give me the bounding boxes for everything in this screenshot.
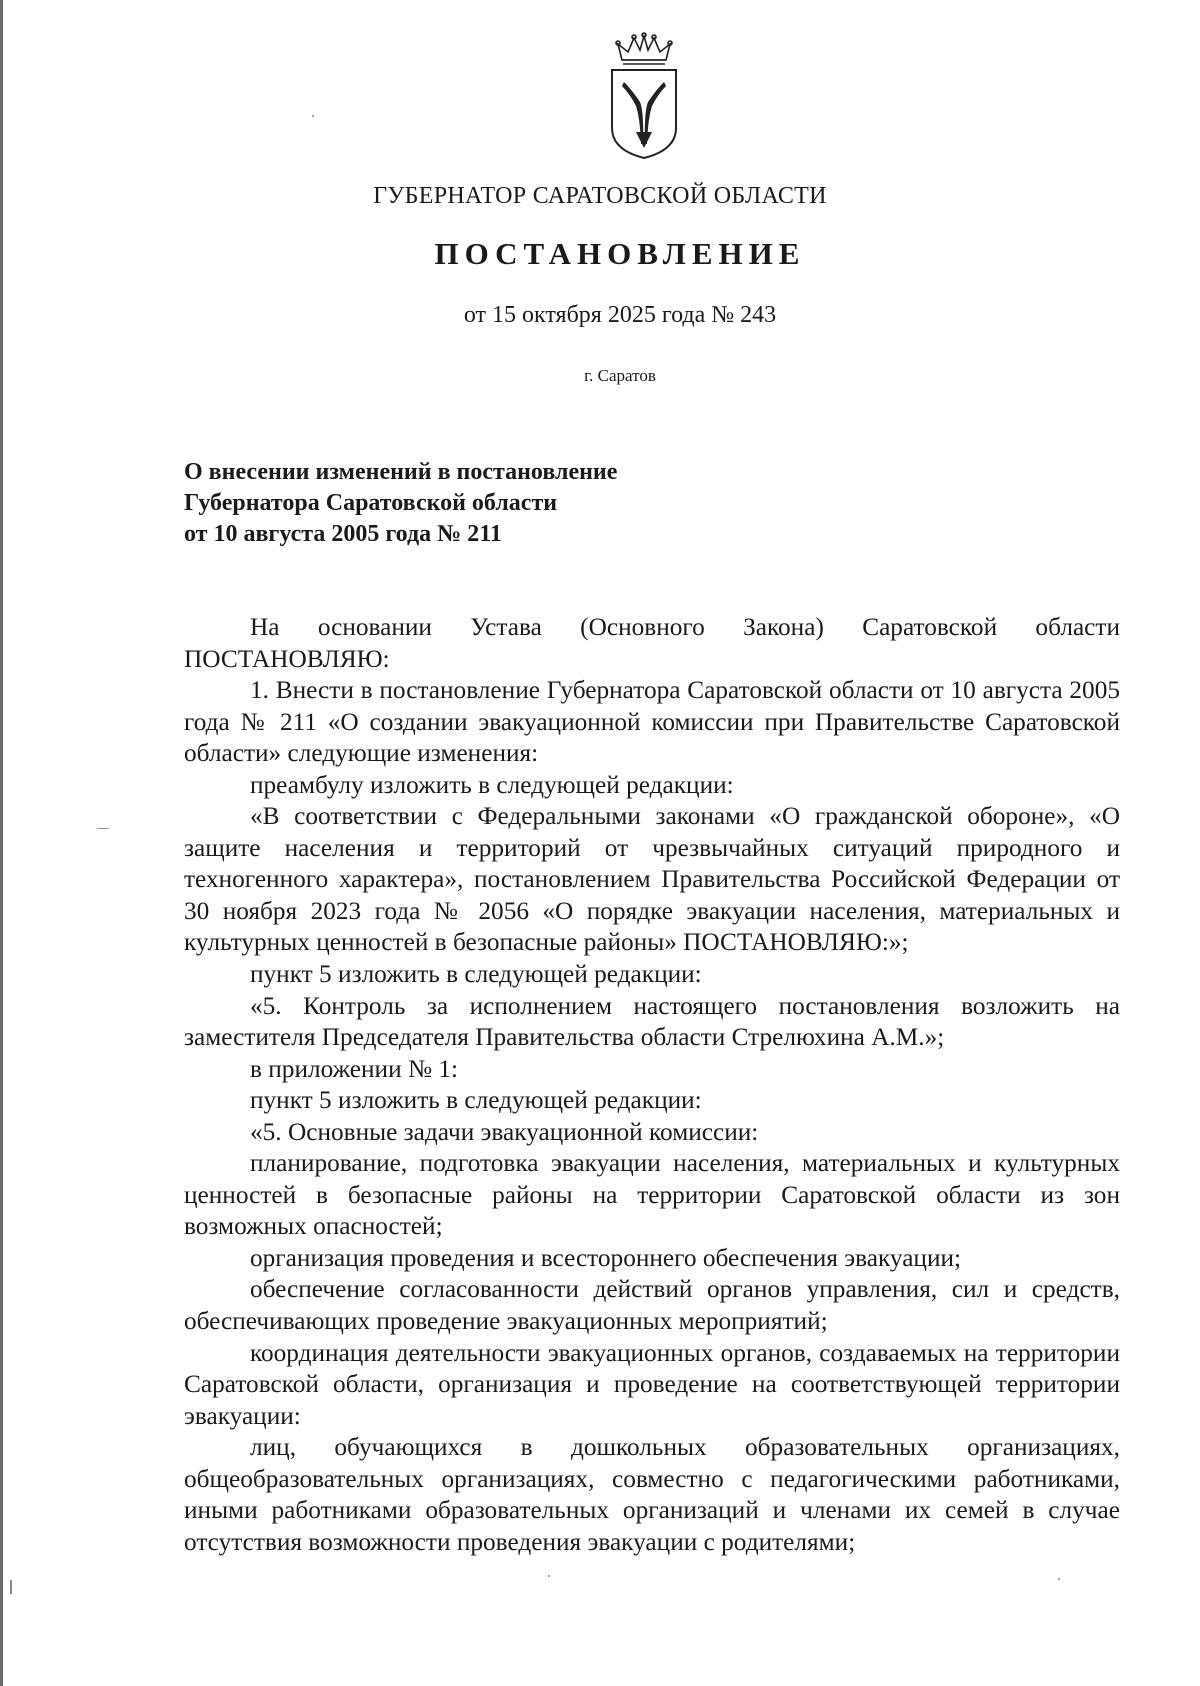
body-paragraph: пункт 5 изложить в следующей редакции: (250, 960, 702, 989)
document-type: ПОСТАНОВЛЕНИЕ (434, 236, 806, 271)
body-paragraph: «5. Контроль за исполнением настоящего постановления возложить на заместителя Председателя Правительства области Стрелюхина А.М.»; (184, 991, 1120, 1052)
body-paragraph: обеспечение согласованности действий органов управления, сил и средств, обеспечивающих проведение эвакуационных мероприятий; (184, 1275, 1120, 1336)
scan-speck (10, 1580, 12, 1594)
title-line: от 10 августа 2005 года № 211 (184, 521, 502, 547)
scan-speck (1058, 1578, 1060, 1580)
body-paragraph: «В соответствии с Федеральными законами «О гражданской обороне», «О защите населения и территорий от чрезвычайных ситуаций природного и техногенного характера», постановлением Правительства Российской Федерации от 30 ноября 2023 года № 2056 «О порядке эвакуации населения, материальных и культурных ценностей в безопасные районы» ПОСТАНОВЛЯЮ:»; (184, 802, 1120, 957)
body-paragraph: На основании Устава (Основного Закона) Саратовской области ПОСТАНОВЛЯЮ: (184, 613, 1120, 673)
body-paragraph: планирование, подготовка эвакуации населения, материальных и культурных ценностей в безопасные районы на территории Саратовской области из зон возможных опасностей; (184, 1149, 1120, 1241)
body-paragraph: лиц, обучающихся в дошкольных образовательных организациях, общеобразовательных организациях, совместно с педагогическими работниками, иными работниками образовательных организаций и членами их семей в случае отсутствия возможности проведения эвакуации с родителями; (184, 1433, 1120, 1556)
body-paragraph: пункт 5 изложить в следующей редакции: (250, 1086, 702, 1115)
document-date-number: от 15 октября 2025 года № 243 (463, 302, 777, 328)
issuing-authority: ГУБЕРНАТОР САРАТОВСКОЙ ОБЛАСТИ (373, 183, 827, 209)
scan-speck (548, 1575, 550, 1577)
title-line: О внесении изменений в постановление (184, 459, 618, 485)
scan-speck (96, 828, 110, 829)
body-paragraph: координация деятельности эвакуационных органов, создаваемых на территории Саратовской области, организация и проведение на соответствующей территории эвакуации: (184, 1338, 1120, 1430)
body-paragraph: в приложении № 1: (250, 1054, 459, 1083)
document-body (184, 612, 1120, 1558)
body-paragraph: преамбулу изложить в следующей редакции: (250, 770, 734, 799)
document-title (184, 457, 884, 550)
scan-speck (312, 115, 314, 117)
title-line: Губернатора Саратовской области (184, 490, 558, 516)
body-paragraph: 1. Внести в постановление Губернатора Саратовской области от 10 августа 2005 года № 211 «О создании эвакуационной комиссии при Правительстве Саратовской области» следующие изменения: (184, 676, 1120, 768)
body-paragraph: организация проведения и всестороннего обеспечения эвакуации; (250, 1243, 962, 1272)
coat-of-arms-emblem (606, 32, 682, 162)
body-paragraph: «5. Основные задачи эвакуационной комиссии: (250, 1117, 759, 1146)
document-city: г. Саратов (584, 366, 656, 385)
